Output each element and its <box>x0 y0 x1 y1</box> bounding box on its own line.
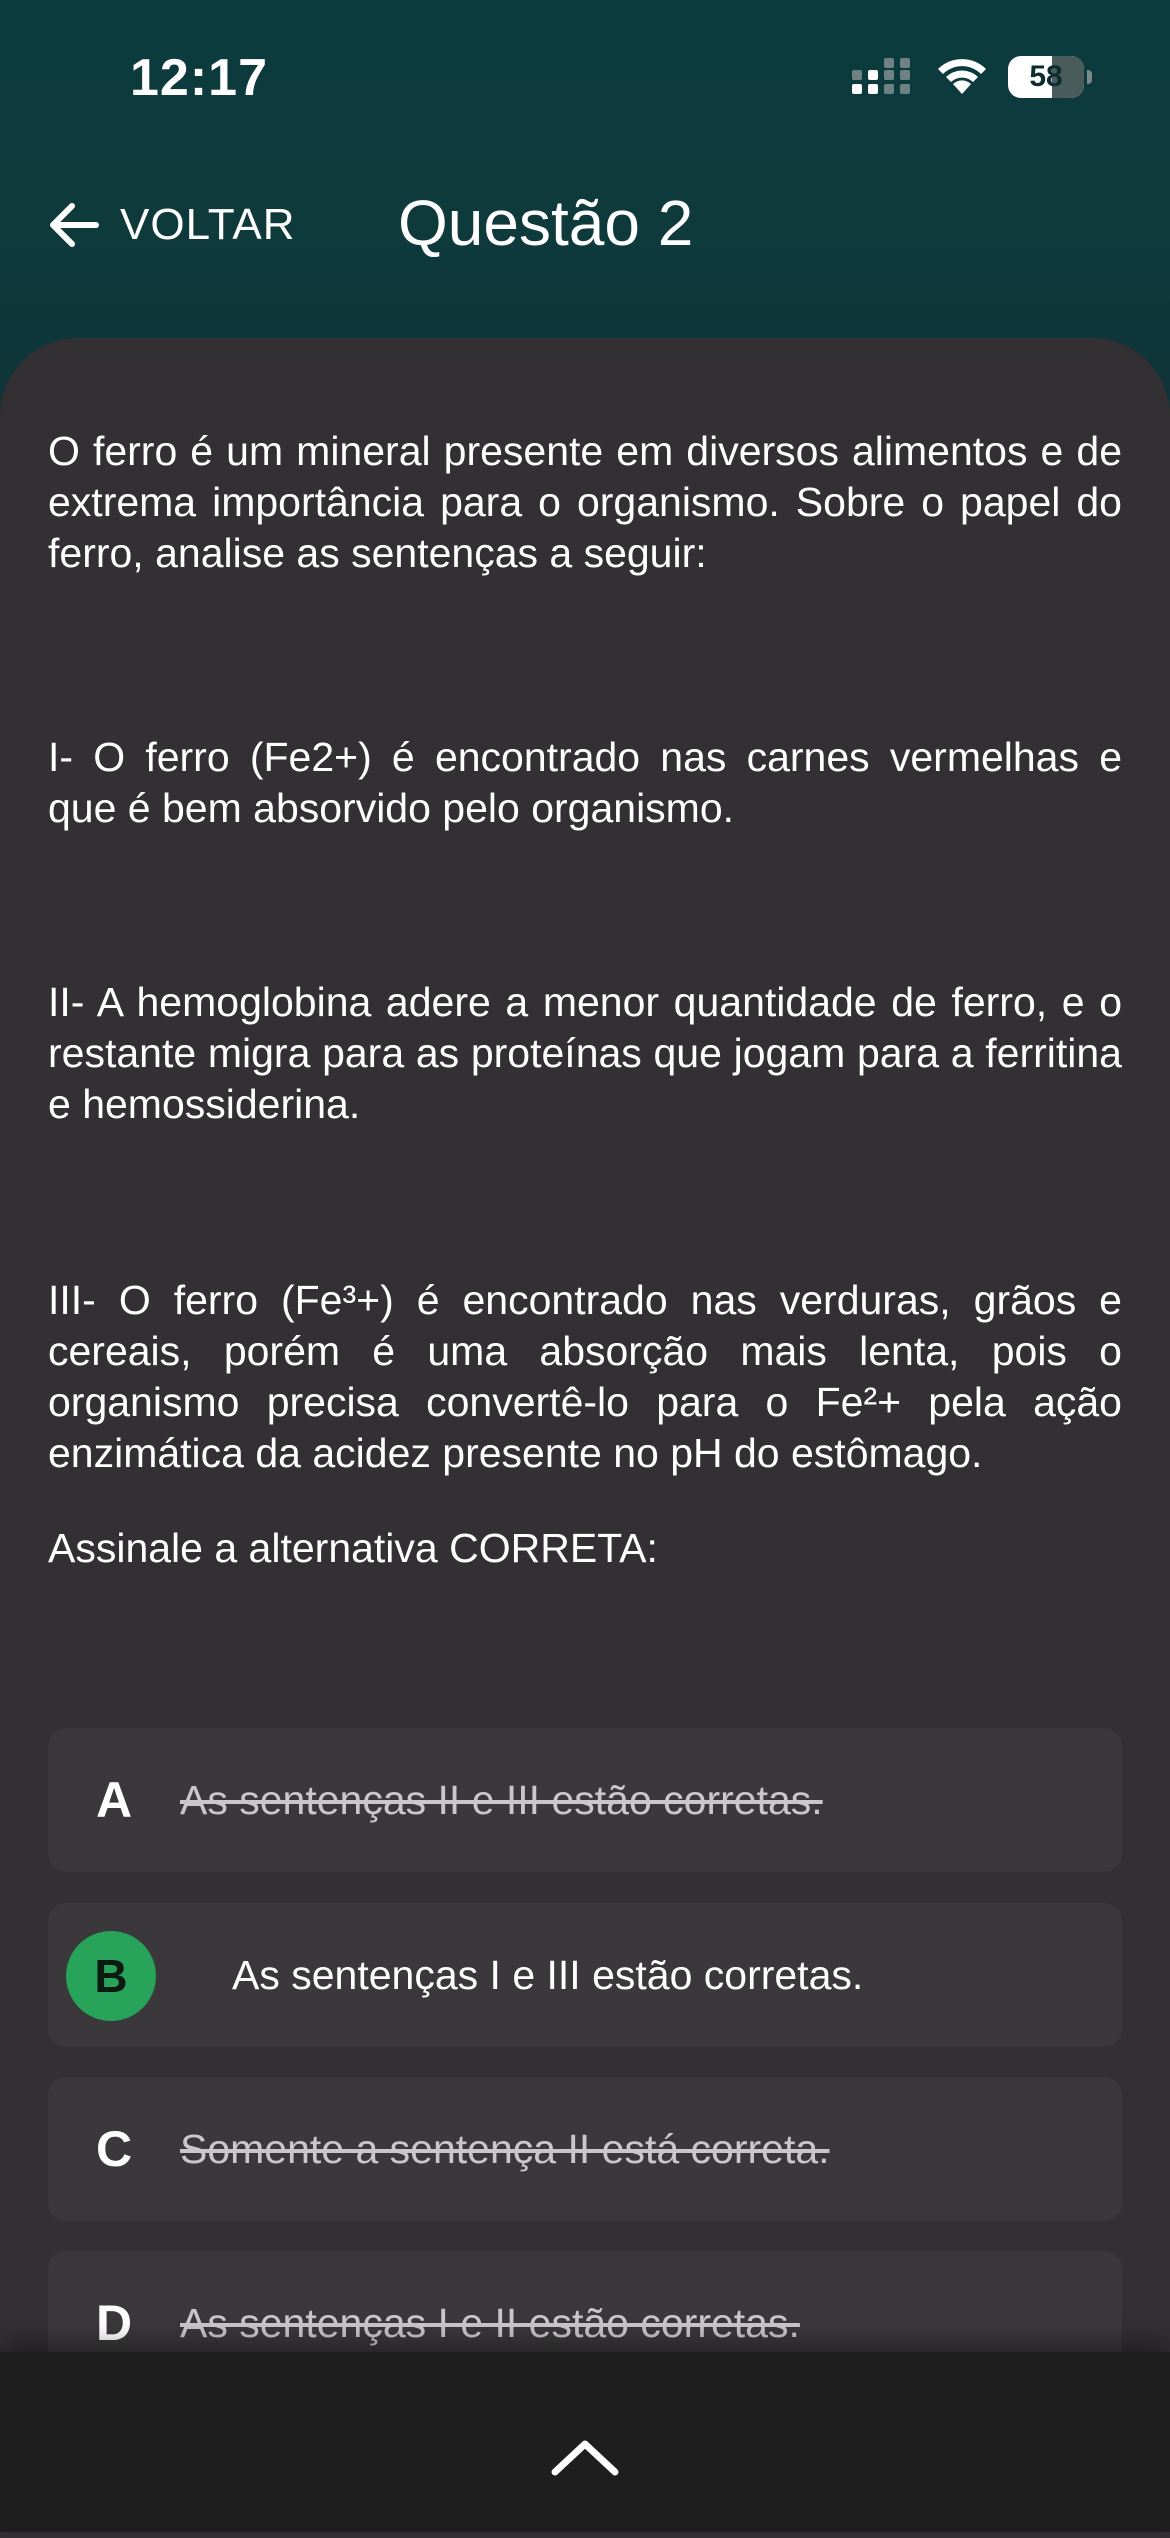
selected-badge: B <box>66 1931 156 2021</box>
option-letter: D <box>96 2295 133 2351</box>
wifi-icon <box>935 56 989 96</box>
question-instruction: Assinale a alternativa CORRETA: <box>48 1525 658 1571</box>
option-text: As sentenças I e III estão corretas. <box>232 1952 864 1998</box>
status-bar <box>0 0 1170 150</box>
sentence-2: II- A hemoglobina adere a menor quantidade de ferro, e o restante migra para as proteínas que jogam para a ferritina e hemossiderina. <box>48 979 1122 1127</box>
page-title: Questão 2 <box>398 187 694 259</box>
battery-level: 58 <box>1029 60 1063 93</box>
battery-icon <box>1008 56 1088 98</box>
chevron-up-icon <box>545 2432 625 2482</box>
option-text: As sentenças I e II estão corretas. <box>180 2300 800 2346</box>
option-b[interactable] <box>48 1903 1122 2047</box>
sentence-3: III- O ferro (Fe³+) é encontrado nas verduras, grãos e cereais, porém é uma absorção mais lenta, pois o organismo precisa convertê-lo para o Fe²+ pela ação enzimática da acidez presente no pH do estômago. <box>48 1277 1122 1476</box>
back-label: VOLTAR <box>120 200 296 249</box>
cellular-signal-icon <box>852 58 914 98</box>
question-text <box>48 426 1122 1574</box>
back-button[interactable] <box>44 190 296 260</box>
question-intro: O ferro é um mineral presente em diversos alimentos e de extrema importância para o organismo. Sobre o papel do ferro, analise as sentenças a seguir: <box>48 428 1122 576</box>
option-text: Somente a sentença II está correta. <box>180 2126 830 2172</box>
option-text: As sentenças II e III estão corretas. <box>180 1777 823 1823</box>
status-time: 12:17 <box>130 49 268 107</box>
sentence-1: I- O ferro (Fe2+) é encontrado nas carnes vermelhas e que é bem absorvido pelo organismo. <box>48 734 1122 831</box>
expand-button[interactable] <box>545 2432 625 2482</box>
option-a[interactable] <box>48 1728 1122 1872</box>
option-letter: A <box>96 1772 133 1828</box>
option-c[interactable] <box>48 2077 1122 2221</box>
arrow-left-icon <box>44 196 102 254</box>
option-letter: C <box>96 2121 133 2177</box>
bottom-bar <box>0 2352 1170 2532</box>
